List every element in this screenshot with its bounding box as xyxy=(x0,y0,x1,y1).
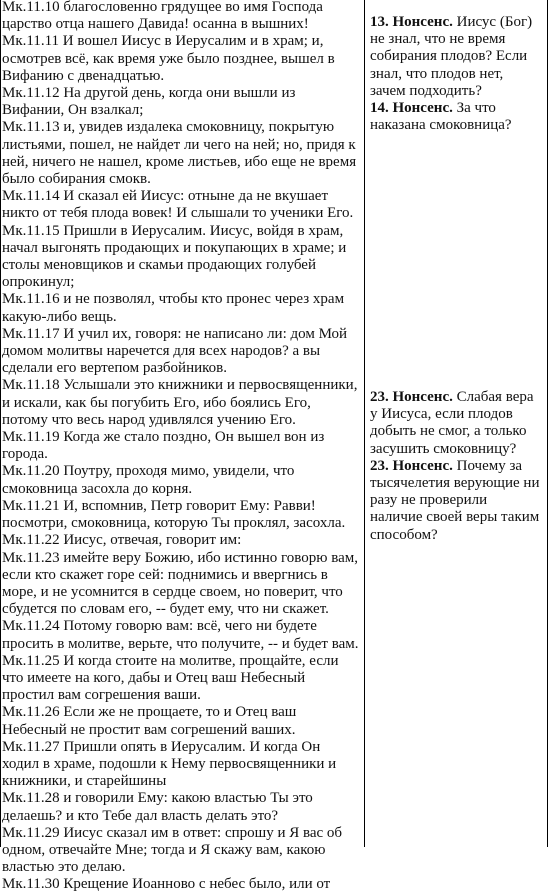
verse-11-10: Мк.11.10 благословенно грядущее во имя Господа царство отца нашего Давида! осанна в вышних! xyxy=(2,0,323,33)
verse-11-19: Мк.11.19 Когда же стало поздно, Он вышел вон из города. xyxy=(2,429,325,463)
verse-11-17: Мк.11.17 И учил их, говоря: не написано ли: дом Мой домом молитвы наречется для всех народов? а вы сделали его вертепом разбойников. xyxy=(2,325,348,377)
commentary-block-1 xyxy=(370,14,540,134)
verse-11-18: Мк.11.18 Услышали это книжники и первосвященники, и искали, как бы погубить Его, ибо боялись Его, потому что весь народ удивлялся учению Его. xyxy=(2,377,358,428)
note-23a xyxy=(370,389,540,458)
note-text: За что наказана смоковница? xyxy=(370,100,512,134)
verse-11-29: Мк.11.29 Иисус сказал им в ответ: спрошу и Я вас об одном, отвечайте Мне; тогда и Я скажу вам, какою властью это делаю. xyxy=(2,824,343,876)
verse-11-22: Мк.11.22 Иисус, отвечая, говорит им: xyxy=(2,532,242,549)
verse-11-25: Мк.11.25 И когда стоите на молитве, прощайте, если что имеете на кого, дабы и Отец ваш Небесный простил вам согрешения ваши. xyxy=(2,652,339,704)
note-label: 23. Нонсенс. xyxy=(370,389,453,405)
verse-11-28: Мк.11.28 и говорили Ему: какою властью Ты это делаешь? и кто Тебе дал власть делать это? xyxy=(2,790,313,824)
verse-11-13: Мк.11.13 и, увидев издалека смоковницу, покрытую листьями, пошел, не найдет ли чего на ней; но, придя к ней, ничего не нашел, кроме листьев, ибо еще не время было собирания смокв. xyxy=(2,119,357,188)
verse-11-24: Мк.11.24 Потому говорю вам: всё, чего ни будете просить в молитве, верьте, что получите, -- и будет вам. xyxy=(2,618,359,652)
note-23b xyxy=(370,458,540,544)
verse-11-26: Мк.11.26 Если же не прощаете, то и Отец ваш Небесный не простит вам согрешений ваших. xyxy=(2,704,297,738)
verse-11-16: Мк.11.16 и не позволял, чтобы кто пронес через храм какую-либо вещь. xyxy=(2,291,345,325)
note-label: 23. Нонсенс. xyxy=(370,457,453,474)
verse-11-27: Мк.11.27 Пришли опять в Иерусалим. И когда Он ходил в храме, подошли к Нему первосвященники и книжники, и старейшины xyxy=(2,738,337,790)
verse-11-30: Мк.11.30 Крещение Иоанново с небес было, или от xyxy=(2,876,331,893)
verse-11-14: Мк.11.14 И сказал ей Иисус: отныне да не вкушает никто от тебя плода вовек! И слышали то ученики Его. xyxy=(2,188,354,222)
scripture-column xyxy=(2,0,360,894)
verse-11-12: Мк.11.12 На другой день, когда они вышли из Вифании, Он взалкал; xyxy=(2,85,296,119)
note-text: Иисус (Бог) не знал, что не время собирания плодов? Если знал, что плодов нет, зачем подходить? xyxy=(370,14,533,99)
verse-11-21: Мк.11.21 И, вспомнив, Петр говорит Ему: Равви! посмотри, смоковница, которую Ты проклял, засохла. xyxy=(2,497,346,532)
table-border-left xyxy=(0,0,1,847)
note-13 xyxy=(370,14,540,100)
verse-11-11: Мк.11.11 И вошел Иисус в Иерусалим и в храм; и, осмотрев всё, как время уже было позднее, вышел в Вифанию с двенадцатью. xyxy=(2,33,335,84)
verse-11-20: Мк.11.20 Поутру, проходя мимо, увидели, что смоковница засохла до корня. xyxy=(2,463,295,497)
commentary-block-2 xyxy=(370,389,540,544)
note-label: 13. Нонсенс. xyxy=(370,14,453,30)
column-divider xyxy=(364,0,365,847)
verse-11-23: Мк.11.23 имейте веру Божию, ибо истинно говорю вам, если кто скажет горе сей: поднимись и ввергнись в море, и не усомнится в сердце своем, но поверит, что сбудется по словам его, -- будет ему, что ни скажет. xyxy=(2,549,359,618)
note-text: Почему за тысячелетия верующие ни разу не проверили наличие своей веры таким способом? xyxy=(370,457,540,543)
note-14 xyxy=(370,100,540,134)
note-text: Слабая вера у Иисуса, если плодов добыть не смог, а только засушить смоковницу? xyxy=(370,389,534,457)
note-label: 14. Нонсенс. xyxy=(370,100,453,117)
verse-11-15: Мк.11.15 Пришли в Иерусалим. Иисус, войдя в храм, начал выгонять продающих и покупающих в храме; и столы меновщиков и скамьи продающих голубей опрокинул; xyxy=(2,222,347,291)
